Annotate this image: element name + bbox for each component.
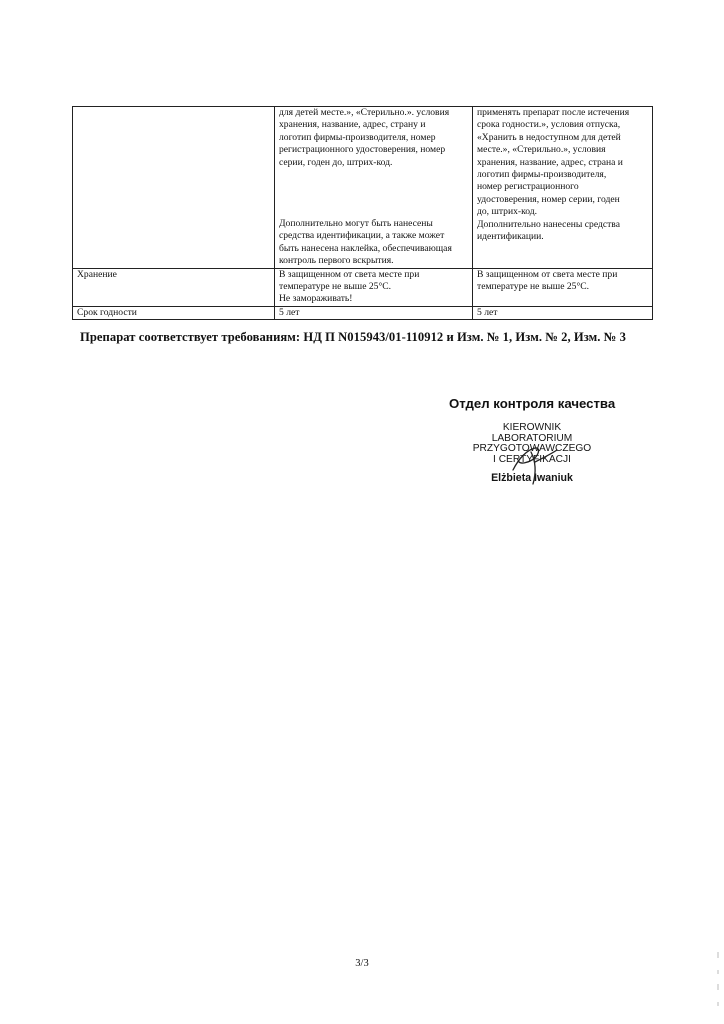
table-row — [73, 107, 653, 269]
scan-edge-marks — [715, 950, 721, 1020]
cell-storage-current — [275, 268, 473, 306]
stamp-line: PRZYGOTOWAWCZEGO — [472, 443, 592, 455]
cell-shelf-life-proposed — [473, 306, 653, 319]
handwritten-signature — [505, 440, 565, 490]
cell-spacer — [279, 169, 469, 218]
cell-text: применять препарат после истечения срока годности.», условия отпуска, «Хранить в недоступном для детей месте.», «Стерильно.», условия хранения, название, адрес, страна и логотип фирмы-производителя, номер регистрационного удостоверения, номер серии, годен до, штрих-код. — [477, 107, 630, 218]
cell-text: для детей месте.», «Стерильно.». условия хранения, название, адрес, страну и логотип фирмы-производителя, номер регистрационного удостоверения, номер серии, годен до, штрих-код. — [279, 107, 450, 168]
cell-packaging-text-current — [275, 107, 473, 269]
stamp-name: Elżbieta Iwaniuk — [491, 472, 573, 485]
stamp-line: I CERTYFIKACJI — [493, 453, 571, 465]
stamp-line: KIEROWNIK LABORATORIUM — [491, 422, 573, 444]
table-row — [73, 306, 653, 319]
cell-text: В защищенном от света месте при температуре не выше 25°С. — [477, 268, 618, 293]
table-row — [73, 268, 653, 306]
compliance-statement: Препарат соответствует требованиям: НД П N015943/01-110912 и Изм. № 1, Изм. № 2, Изм. № 3 — [80, 330, 626, 344]
quality-control-title: Отдел контроля качества — [449, 396, 616, 411]
row-label — [73, 107, 275, 269]
cell-storage-proposed — [473, 268, 653, 306]
cell-packaging-text-proposed — [473, 107, 653, 269]
cell-shelf-life-current — [275, 306, 473, 319]
cell-text: Дополнительно нанесены средства идентификации. — [477, 218, 620, 243]
page-number: 3/3 — [355, 958, 369, 969]
cell-text: 5 лет — [477, 306, 498, 318]
row-label: Срок годности — [73, 306, 275, 319]
cell-text: В защищенном от света месте при температуре не выше 25°С. Не замораживать! — [279, 268, 420, 305]
cell-text: 5 лет — [279, 306, 300, 318]
row-label: Хранение — [73, 268, 275, 306]
cell-text: Дополнительно могут быть нанесены средства идентификации, а также может быть нанесена наклейка, обеспечивающая контроль первого вскрытия. — [279, 218, 452, 267]
specification-table — [72, 106, 653, 320]
